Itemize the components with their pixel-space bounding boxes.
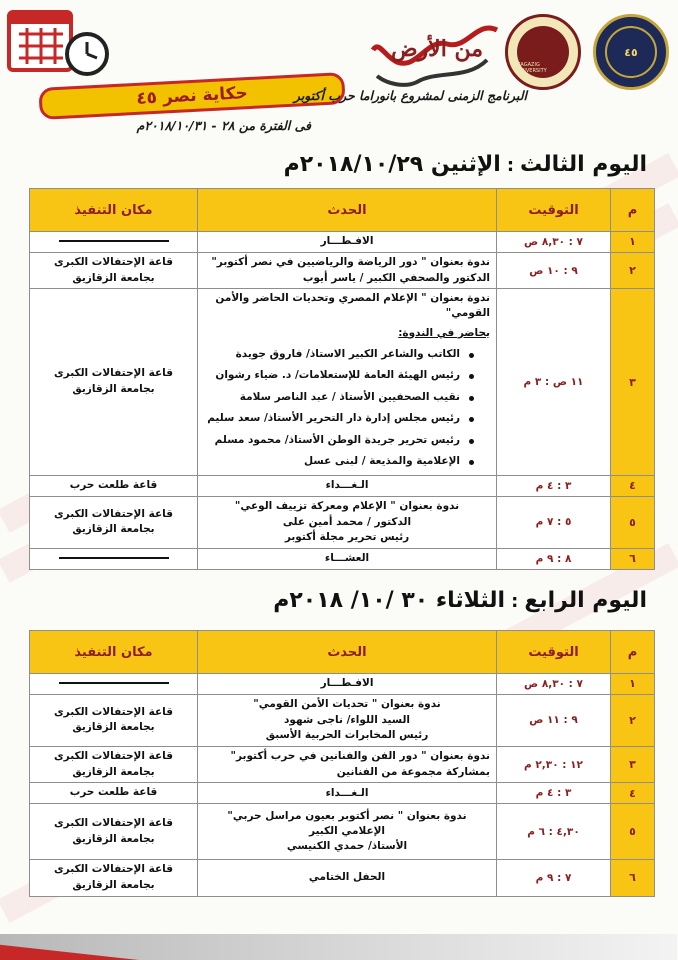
empty-dash [60, 557, 170, 559]
col-time-header: التوقيت [498, 631, 612, 674]
row-place [31, 289, 199, 476]
day3-title: اليوم الثالث:الإثنين ٢٠١٨/١٠/٢٩م [284, 152, 648, 177]
place-line: قاعة الإحتفالات الكبرى [55, 705, 174, 718]
event-line: الإعلامي الكبير [309, 824, 387, 837]
row-num: ١ [612, 232, 656, 253]
row-event: الـغـــداء [199, 783, 498, 804]
empty-dash [60, 240, 170, 242]
col-time-header: التوقيت [498, 189, 612, 232]
table-row [31, 804, 656, 860]
place-line: قاعة طلعت حرب [70, 479, 159, 491]
row-time: ٤,٣٠ : ٦ م [498, 804, 612, 860]
place-line: بجامعة الزقازيق [73, 271, 156, 284]
event-line: الدكتور والصحفي الكبير / ياسر أيوب [303, 271, 491, 284]
table-row [31, 674, 656, 695]
table-row [31, 783, 656, 804]
event-line: السيد اللواء/ ناجى شهود [284, 713, 412, 726]
row-num: ٦ [612, 548, 656, 569]
list-item: نقيب الصحفيين الأستاذ / عبد الناصر سلامة [205, 387, 475, 409]
row-event [199, 804, 498, 860]
header [0, 0, 678, 150]
row-event [199, 694, 498, 746]
row-time: ٩ : ١١ ص [498, 694, 612, 746]
place-line: قاعة الإحتفالات الكبرى [55, 863, 174, 875]
place-line: بجامعة الزقازيق [73, 765, 156, 778]
col-place-header: مكان التنفيذ [31, 189, 199, 232]
day3-title-label: اليوم الثالث [521, 152, 648, 177]
row-place [31, 804, 199, 860]
row-event: الافـطـــار [199, 232, 498, 253]
place-line: قاعة الإحتفالات الكبرى [55, 816, 174, 829]
row-time: ١١ ص : ٣ م [498, 289, 612, 476]
place-line: بجامعة الزقازيق [73, 832, 156, 845]
place-line: بجامعة الزقازيق [73, 383, 156, 396]
row-time: ٨ : ٩ م [498, 548, 612, 569]
place-line: بجامعة الزقازيق [73, 523, 156, 536]
row-event [199, 746, 498, 783]
zagazig-university-logo [506, 14, 582, 90]
program-subtitle: البرنامج الزمنى لمشروع بانوراما حرب أكتوبر [294, 88, 528, 103]
row-place [31, 476, 199, 497]
place-line: قاعة الإحتفالات الكبرى [55, 367, 174, 380]
col-num-header: م [612, 631, 656, 674]
row-num: ٢ [612, 694, 656, 746]
col-event-header: الحدث [199, 189, 498, 232]
row-num: ٣ [612, 289, 656, 476]
day4-title: اليوم الرابع:الثلاثاء ٣٠ /١٠/ ٢٠١٨م [274, 588, 648, 613]
brand-calligraphy-logo [368, 10, 508, 92]
brand-logo-text: من الأرض [391, 36, 485, 62]
table-header-row [31, 631, 656, 674]
row-place [31, 746, 199, 783]
empty-dash [60, 682, 170, 684]
day3-date: الإثنين ٢٠١٨/١٠/٢٩م [284, 152, 502, 177]
day4-date: الثلاثاء ٣٠ /١٠/ ٢٠١٨م [274, 588, 507, 613]
row-num: ١ [612, 674, 656, 695]
place-line: قاعة الإحتفالات الكبرى [55, 507, 174, 520]
row-num: ٤ [612, 783, 656, 804]
table-row [31, 746, 656, 783]
emblem-number: ٤٥ [606, 26, 658, 78]
row-place [31, 252, 199, 289]
row-event [199, 496, 498, 548]
table-row [31, 232, 656, 253]
table-row [31, 496, 656, 548]
event-line: رئيس المخابرات الحربية الأسبق [266, 728, 430, 741]
row-num: ٦ [612, 860, 656, 897]
table-row [31, 476, 656, 497]
row-num: ٤ [612, 476, 656, 497]
row-event: العشـــاء [199, 548, 498, 569]
list-item: رئيس مجلس إدارة دار التحرير الأستاذ/ سعد سليم [205, 408, 475, 430]
event-line: ندوة بعنوان " دور الفن والفنانين في حرب أكتوبر" [231, 750, 491, 763]
col-event-header: الحدث [199, 631, 498, 674]
program-period: فى الفترة من ٢٨ - ٢٠١٨/١٠/٣١م [137, 118, 312, 133]
list-item: الإعلامية والمذيعة / لبنى عسل [205, 451, 475, 473]
place-line: بجامعة الزقازيق [73, 721, 156, 734]
row-event [199, 289, 498, 476]
row-num: ٥ [612, 804, 656, 860]
day3-schedule-table [30, 188, 656, 570]
october-war-emblem [594, 14, 670, 90]
table-row [31, 252, 656, 289]
attendees-label: يحاضر في الندوة: [399, 326, 491, 339]
row-time: ٧ : ٨,٣٠ ص [498, 232, 612, 253]
row-time: ٥ : ٧ م [498, 496, 612, 548]
row-place [31, 694, 199, 746]
row-num: ٥ [612, 496, 656, 548]
row-time: ٧ : ٨,٣٠ ص [498, 674, 612, 695]
title-badge-text: حكاية نصر ٤٥ [136, 83, 250, 109]
table-row [31, 694, 656, 746]
row-event [199, 252, 498, 289]
list-item: رئيس الهيئة العامة للإستعلامات/ د. ضياء رشوان [205, 365, 475, 387]
event-line: ندوة بعنوان " الإعلام المصري وتحديات الحاضر والأمن [216, 292, 491, 305]
table-row [31, 860, 656, 897]
event-line: الأستاذ/ حمدي الكنيسي [287, 840, 409, 853]
event-line: ندوة بعنوان " تحديات الأمن القومي" [254, 698, 442, 711]
row-place-empty [31, 232, 199, 253]
place-line: قاعة طلعت حرب [70, 786, 159, 799]
event-line: رئيس تحرير مجلة أكتوبر [285, 530, 411, 543]
row-event: الافـطـــار [199, 674, 498, 695]
place-line: قاعة الإحتفالات الكبرى [55, 749, 174, 762]
row-place [31, 783, 199, 804]
row-place-empty [31, 548, 199, 569]
row-num: ٢ [612, 252, 656, 289]
row-time: ٩ : ١٠ ص [498, 252, 612, 289]
university-label: ZAGAZIG UNIVERSITY [518, 62, 548, 74]
event-line: ندوة بعنوان " دور الرياضة والرياضيين في نصر أكتوبر" [212, 256, 491, 269]
event-line: ندوة بعنوان " الإعلام ومعركة تزييف الوعي" [235, 500, 461, 513]
col-place-header: مكان التنفيذ [31, 631, 199, 674]
day4-schedule-table [30, 630, 656, 897]
row-time: ٧ : ٩ م [498, 860, 612, 897]
event-line: الدكتور / محمد أمين على [283, 515, 413, 528]
col-num-header: م [612, 189, 656, 232]
event-line: القومي" [446, 307, 491, 320]
place-line: قاعة الإحتفالات الكبرى [55, 255, 174, 268]
table-row [31, 548, 656, 569]
row-num: ٣ [612, 746, 656, 783]
table-row [31, 289, 656, 476]
place-line: بجامعة الزقازيق [73, 878, 156, 891]
row-time: ٣ : ٤ م [498, 783, 612, 804]
row-place-empty [31, 674, 199, 695]
row-place [31, 860, 199, 897]
row-event: الحفل الختامي [199, 860, 498, 897]
list-item: رئيس تحرير جريدة الوطن الأستاذ/ محمود مسلم [205, 430, 475, 452]
table-header-row [31, 189, 656, 232]
row-event: الـغـــداء [199, 476, 498, 497]
row-time: ٣ : ٤ م [498, 476, 612, 497]
attendees-list [205, 344, 491, 473]
row-time: ١٢ : ٢,٣٠ م [498, 746, 612, 783]
day4-title-label: اليوم الرابع [525, 588, 648, 613]
calendar-clock-icon [6, 6, 114, 80]
event-line: بمشاركة مجموعة من الفنانين [337, 765, 491, 778]
event-line: ندوة بعنوان " نصر أكتوبر بعيون مراسل حربي" [228, 809, 468, 822]
row-place [31, 496, 199, 548]
list-item: الكاتب والشاعر الكبير الاستاذ/ فاروق جويدة [205, 344, 475, 366]
